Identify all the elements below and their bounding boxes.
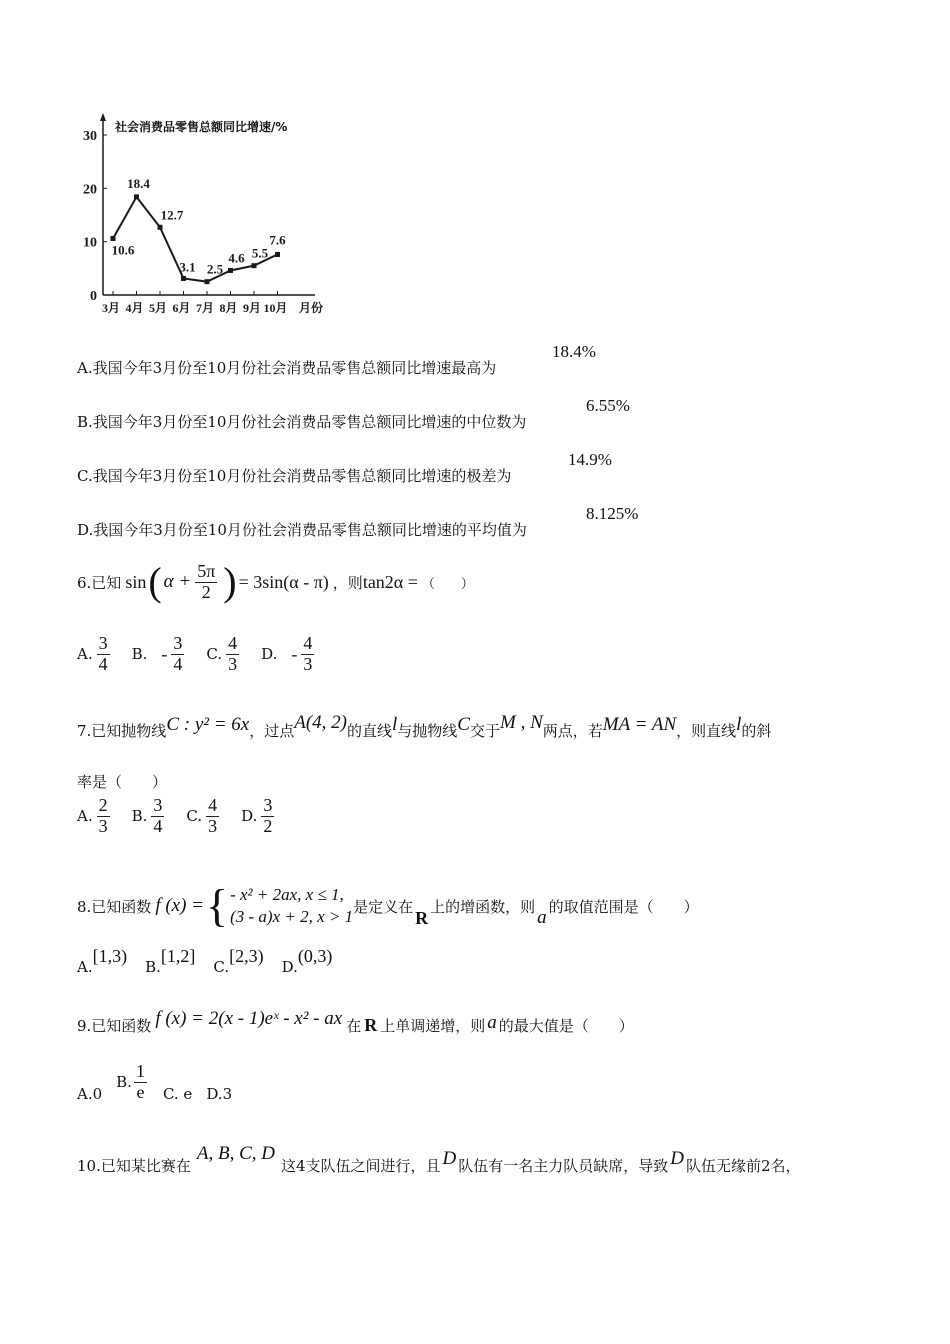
q10-text-2: 这4支队伍之间进行，且 <box>280 1157 441 1175</box>
q9-options <box>77 1062 250 1103</box>
q5-option-a-value: 18.4% <box>552 342 596 361</box>
q5-option-c <box>77 465 511 486</box>
q7-text-8: 的斜 <box>741 722 772 740</box>
q5-option-b-value: 6.55% <box>586 396 630 415</box>
q7-option-d: D. $\frac{3}{2}$ <box>241 795 273 836</box>
q5-option-b-text: B.我国今年3月份至10月份社会消费品零售总额同比增速的中位数为 <box>77 413 527 431</box>
q9-text-2: 在 <box>346 1017 362 1035</box>
q8-brace: { <box>206 880 229 931</box>
q6-tan: tan2α = <box>362 571 418 592</box>
q7-condition: MA = AN <box>602 714 677 735</box>
q5-option-b <box>77 411 526 432</box>
q6-option-b: B. - $\frac{3}{4}$ <box>131 633 183 674</box>
q8-option-c: C. [2,3) <box>213 946 264 976</box>
y-tick-label: 20 <box>83 182 97 198</box>
x-axis-label: 月份 <box>299 301 324 315</box>
q6-paren-blank: （ ） <box>421 576 474 592</box>
x-tick-label: 9月 <box>242 301 262 315</box>
q6-option-c: C. $\frac{4}{3}$ <box>206 633 238 674</box>
q6-options <box>77 634 336 675</box>
q9-option-b: B. $\frac{1}{e}$ <box>116 1061 145 1102</box>
data-label: 4.6 <box>228 250 245 266</box>
q8-text-2: 是定义在 <box>353 897 414 916</box>
q5-option-d-value: 8.125% <box>586 504 639 523</box>
data-label: 12.7 <box>160 207 184 223</box>
question-8 <box>77 876 699 936</box>
data-label: 10.6 <box>111 242 135 258</box>
x-tick-label: 8月 <box>219 301 238 315</box>
data-point <box>181 276 186 281</box>
q8-r: R <box>415 907 429 928</box>
q7-text-2: ，过点 <box>249 722 295 740</box>
q9-f: f (x) = 2(x - 1)eˣ - x² - ax <box>155 1008 343 1029</box>
q9-text-4: 的最大值是（ ） <box>498 1017 634 1035</box>
q6-prefix: 6.已知 <box>77 573 122 592</box>
q7-text-6: 两点，若 <box>542 722 603 740</box>
q5-option-a <box>77 357 496 378</box>
x-tick-label: 10月 <box>263 301 288 315</box>
q7-text-4: 与抛物线 <box>397 722 458 740</box>
question-9 <box>77 1008 634 1037</box>
q6-fraction <box>195 562 217 603</box>
q9-option-d: D.3 <box>206 1084 233 1103</box>
q8-case-2: (3 - a)x + 2, x > 1 <box>230 907 354 926</box>
q10-text-3: 队伍有一名主力队员缺席，导致 <box>458 1157 669 1175</box>
q9-text-1: 9.已知函数 <box>77 1017 152 1035</box>
q6-frac-den: 2 <box>195 582 217 603</box>
q7-line-2: 率是（ ） <box>77 773 168 791</box>
q9-option-c: C. e <box>162 1084 193 1103</box>
data-label: 2.5 <box>206 261 224 277</box>
q7-text-1: 7.已知抛物线 <box>77 722 167 740</box>
q7-text-7: ，则直线 <box>676 722 737 740</box>
q10-teams: A, B, C, D <box>196 1143 275 1164</box>
data-label: 7.6 <box>269 232 286 248</box>
data-label: 3.1 <box>179 259 196 275</box>
q9-a: a <box>487 1012 497 1033</box>
q7-option-c: C. $\frac{4}{3}$ <box>186 795 218 836</box>
data-label: 18.4 <box>127 175 150 191</box>
q8-a: a <box>537 907 547 928</box>
data-point <box>134 194 139 199</box>
growth-chart <box>70 108 350 323</box>
q8-case-1: - x² + 2ax, x ≤ 1, <box>230 884 344 904</box>
y-tick-label: 30 <box>83 129 97 144</box>
question-10 <box>77 1143 801 1177</box>
data-point <box>205 279 210 284</box>
x-tick-label: 4月 <box>125 301 144 315</box>
q6-option-a: A. $\frac{3}{4}$ <box>77 633 108 674</box>
q5-option-a-text: A.我国今年3月份至10月份社会消费品零售总额同比增速最高为 <box>77 359 497 377</box>
q6-alpha-plus: α + <box>163 571 192 592</box>
q5-option-c-text: C.我国今年3月份至10月份社会消费品零售总额同比增速的极差为 <box>77 467 512 485</box>
y-tick-label: 0 <box>90 289 97 304</box>
q9-option-a: A.0 <box>77 1084 103 1103</box>
q6-paren-open: ( <box>148 559 162 604</box>
q6-frac-num: 5π <box>197 560 216 581</box>
q8-options <box>77 946 350 977</box>
q8-f: f (x) = <box>155 895 204 916</box>
data-point <box>111 236 116 241</box>
q7-parabola: C : y² = 6x <box>166 714 250 735</box>
q7-text-3: 的直线 <box>346 722 392 740</box>
question-7 <box>77 712 772 742</box>
q6-then: ，则 <box>332 573 363 592</box>
q9-r: R <box>364 1015 378 1035</box>
q10-text-1: 10.已知某比赛在 <box>77 1157 191 1175</box>
q7-point: A(4, 2) <box>294 712 347 733</box>
data-label: 5.5 <box>251 245 269 261</box>
data-point <box>275 252 280 257</box>
data-point <box>228 268 233 273</box>
chart-canvas <box>70 108 350 323</box>
data-point <box>252 263 257 268</box>
q10-d-2: D <box>670 1148 684 1169</box>
y-tick-label: 10 <box>83 235 97 251</box>
q9-text-3: 上单调递增，则 <box>380 1017 486 1035</box>
x-tick-label: 3月 <box>101 301 121 315</box>
q8-text-1: 8.已知函数 <box>77 897 152 916</box>
question-6 <box>77 557 474 607</box>
q7-text-5: 交于 <box>469 722 500 740</box>
q7-options <box>77 796 296 837</box>
q8-text-4: 的取值范围是（ ） <box>548 897 699 916</box>
q8-option-a: A. [1,3) <box>77 946 128 976</box>
q5-option-c-value: 14.9% <box>568 450 612 469</box>
y-axis-arrow <box>100 113 106 121</box>
q6-paren-close: ) <box>223 559 237 604</box>
q5-option-d-text: D.我国今年3月份至10月份社会消费品零售总额同比增速的平均值为 <box>77 521 527 539</box>
x-tick-label: 7月 <box>195 301 215 315</box>
q7-mn: M , N <box>500 712 543 733</box>
q7-option-a: A. $\frac{2}{3}$ <box>77 795 108 836</box>
q7-l-2: l <box>736 714 742 735</box>
q6-rhs: = 3sin(α - π) <box>238 571 329 592</box>
q7-c: C <box>457 714 470 735</box>
q10-d-1: D <box>442 1148 457 1169</box>
data-point <box>158 225 163 230</box>
q7-l-1: l <box>392 714 398 735</box>
q6-option-d: D. - $\frac{4}{3}$ <box>261 633 313 674</box>
q8-option-b: B. [1,2] <box>145 946 196 976</box>
q5-option-d <box>77 519 527 540</box>
q8-cases <box>230 884 353 928</box>
x-tick-label: 6月 <box>172 301 191 315</box>
x-tick-label: 5月 <box>148 301 168 315</box>
q8-option-d: D. (0,3) <box>281 946 333 976</box>
q10-text-4: 队伍无缘前2名， <box>686 1157 801 1175</box>
q7-option-b: B. $\frac{3}{4}$ <box>131 795 163 836</box>
q6-sin: sin <box>125 571 147 592</box>
q8-text-3: 上的增函数，则 <box>430 897 536 916</box>
chart-title: 社会消费品零售总额同比增速/% <box>115 120 288 134</box>
